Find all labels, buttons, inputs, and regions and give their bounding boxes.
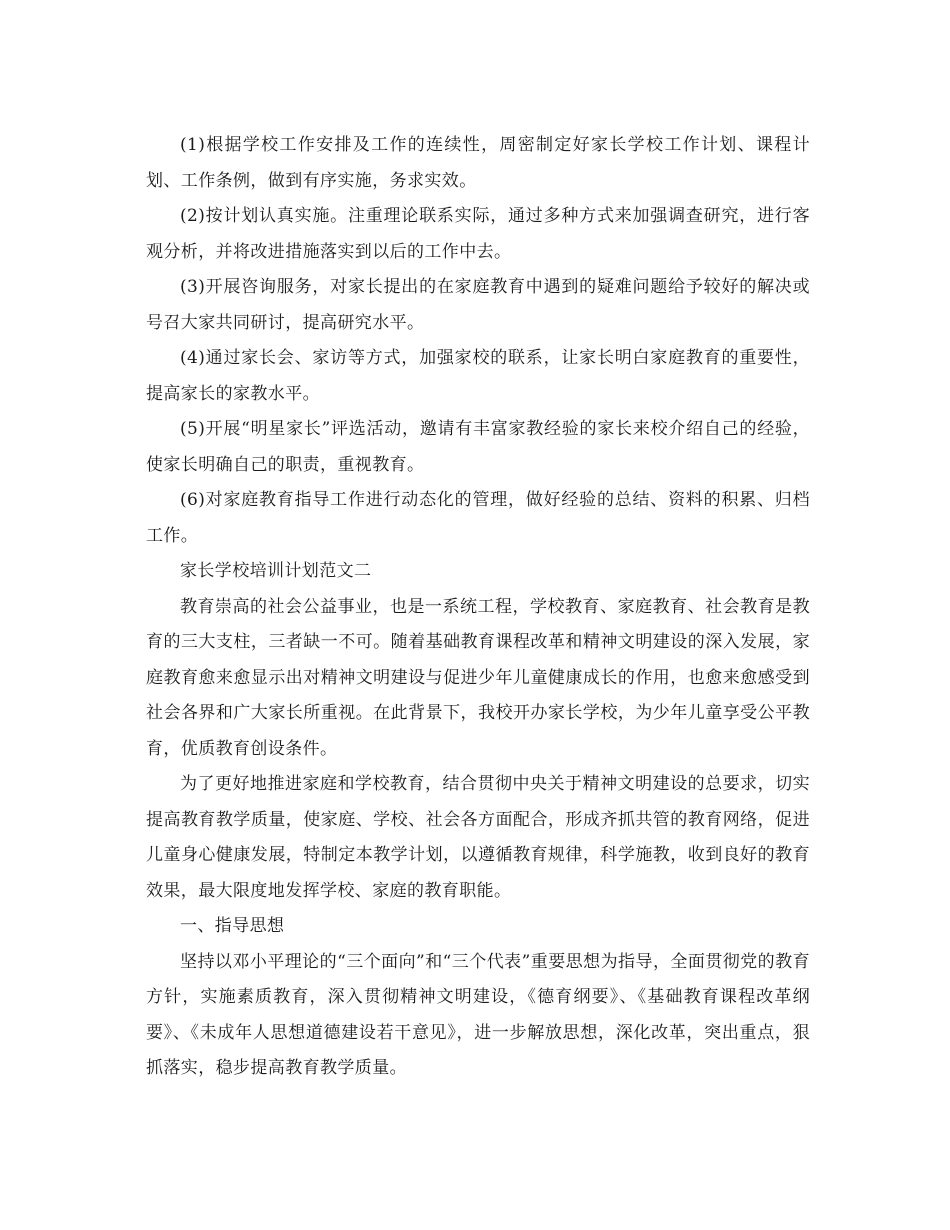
- guiding-paragraph: 坚持以邓小平理论的“三个面向”和“三个代表”重要思想为指导，全面贯彻党的教育方针，实施素质教育，深入贯彻精神文明建设，《德育纲要》、《基础教育课程改革纲要》、《未成年人思想道德建设若干意见》，进一步解放思想，深化改革，突出重点，狠抓落实，稳步提高教育教学质量。: [146, 951, 810, 1078]
- list-item-1: (1)根据学校工作安排及工作的连续性，周密制定好家长学校工作计划、课程计划、工作条例，做到有序实施，务求实效。: [146, 135, 810, 191]
- heading-guiding-ideology: 一、指导思想: [180, 916, 285, 936]
- list-item-3: (3)开展咨询服务，对家长提出的在家庭教育中遇到的疑难问题给予较好的解决或号召大家共同研讨，提高研究水平。: [146, 277, 810, 333]
- document-body: [146, 128, 810, 1087]
- intro-paragraph-1: 教育崇高的社会公益事业，也是一系统工程，学校教育、家庭教育、社会教育是教育的三大支柱，三者缺一不可。随着基础教育课程改革和精神文明建设的深入发展，家庭教育愈来愈显示出对精神文明建设与促进少年儿童健康成长的作用，也愈来愈感受到社会各界和广大家长所重视。在此背景下，我校开办家长学校，为少年儿童享受公平教育，优质教育创设条件。: [146, 596, 810, 759]
- list-item-4: (4)通过家长会、家访等方式，加强家校的联系，让家长明白家庭教育的重要性，提高家长的家教水平。: [146, 348, 810, 404]
- intro-paragraph-2: 为了更好地推进家庭和学校教育，结合贯彻中央关于精神文明建设的总要求，切实提高教育教学质量，使家庭、学校、社会各方面配合，形成齐抓共管的教育网络，促进儿童身心健康发展，特制定本教学计划，以遵循教育规律，科学施教，收到良好的教育效果，最大限度地发挥学校、家庭的教育职能。: [146, 774, 810, 901]
- section-title: 家长学校培训计划范文二: [180, 561, 372, 581]
- list-item-5: (5)开展“明星家长”评选活动，邀请有丰富家教经验的家长来校介绍自己的经验，使家长明确自己的职责，重视教育。: [146, 419, 810, 475]
- list-item-6: (6)对家庭教育指导工作进行动态化的管理，做好经验的总结、资料的积累、归档工作。: [146, 490, 810, 546]
- list-item-2: (2)按计划认真实施。注重理论联系实际，通过多种方式来加强调查研究，进行客观分析，并将改进措施落实到以后的工作中去。: [146, 206, 810, 262]
